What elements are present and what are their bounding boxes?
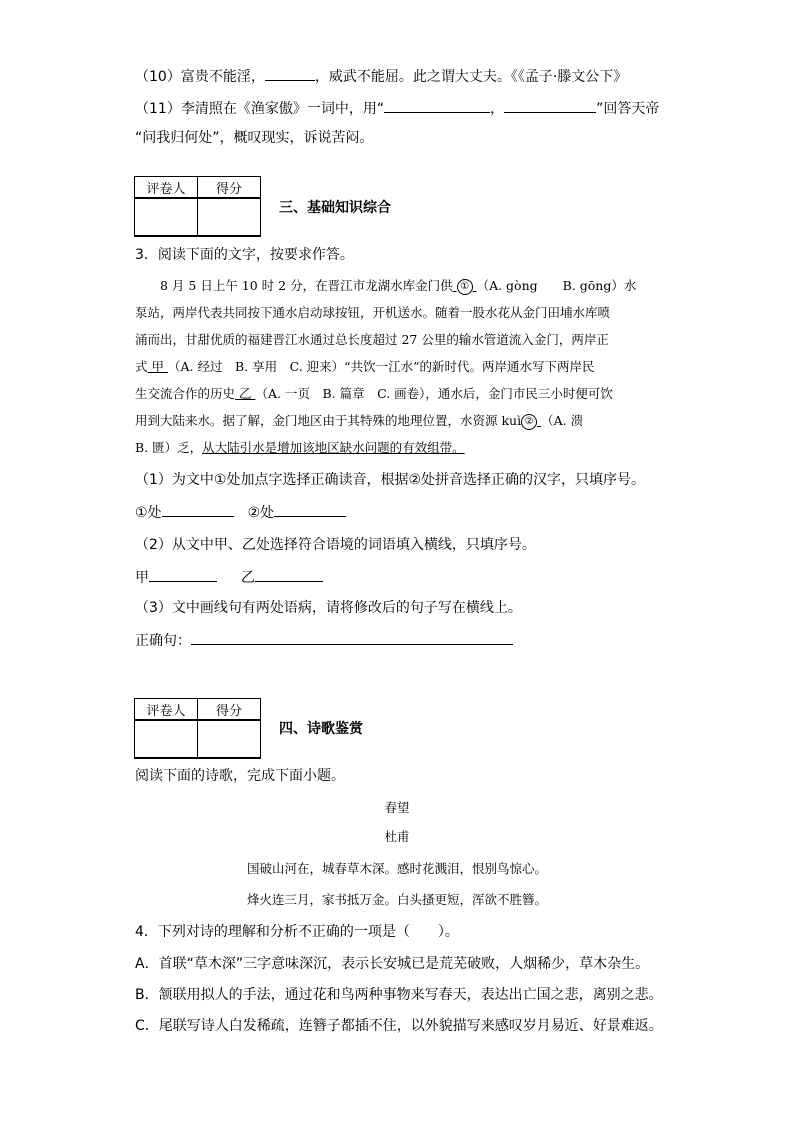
blank-jia: 甲 (151, 359, 165, 374)
score-table (134, 698, 261, 759)
question-stem: 4．下列对诗的理解和分析不正确的一项是（ ）。 (135, 924, 459, 940)
section-title: 三、基础知识综合 (279, 200, 391, 216)
passage-line: B. 匮）乏，从大陆引水是增加该地区缺水问题的有效组带。 (135, 440, 465, 455)
question-10: （10）富贵不能淫， ，威武不能屈。此之谓大丈夫。《《孟子·滕文公下》 (135, 66, 627, 87)
option-b: B．颔联用拟人的手法，通过花和鸟两种事物来写春天，表达出亡国之悲，离别之悲。 (135, 987, 663, 1003)
option-c: C．尾联写诗人白发稀疏，连簪子都插不住，以外貌描写来感叹岁月易近、好景难返。 (135, 1018, 663, 1034)
answer-blank[interactable] (162, 502, 234, 517)
poem-title: 春望 (384, 800, 410, 815)
passage-line: 8 月 5 日上午 10 时 2 分，在晋江市龙湖水库金门供 ① （A. gòng B. gōng）水 (160, 278, 637, 293)
answer-blank[interactable] (504, 98, 596, 113)
circle-mark-1: ① (457, 279, 473, 295)
underlined-sentence: 从大陆引水是增加该地区缺水问题的有效组带。 (202, 440, 465, 455)
sub-question-2: （2）从文中甲、乙处选择符合语境的词语填入横线，只填序号。 (135, 537, 536, 553)
question-stem: 3．阅读下面的文字，按要求作答。 (135, 247, 354, 263)
reviewer-cell[interactable] (135, 198, 198, 236)
sub-question-1: （1）为文中①处加点字选择正确读音，根据②处拼音选择正确的汉字，只填序号。 (135, 472, 646, 488)
poem-author: 杜甫 (384, 829, 410, 844)
poem-intro: 阅读下面的诗歌，完成下面小题。 (135, 768, 345, 784)
passage-line: 式 甲 （A. 经过 B. 享用 C. 迎来）“共饮一江水”的新时代。两岸通水写下两岸民 (135, 359, 595, 374)
circle-mark-2: ② (521, 414, 537, 430)
answer-blank[interactable] (274, 502, 346, 517)
reviewer-label: 评卷人 (135, 699, 198, 721)
answer-blank[interactable] (384, 98, 490, 113)
poem-line: 烽火连三月，家书抵万金。白头搔更短，浑欲不胜簪。 (246, 892, 547, 907)
answer-blank[interactable] (265, 66, 315, 81)
passage-line: 用到大陆来水。据了解，金门地区由于其特殊的地理位置，水资源 kuì ② （A. 溃 (135, 413, 584, 428)
score-label: 得分 (198, 177, 261, 199)
answer-blank[interactable] (149, 567, 217, 582)
answer-row: ①处 ②处 (135, 502, 346, 523)
answer-blank[interactable] (191, 630, 513, 645)
section-title: 四、诗歌鉴赏 (279, 721, 363, 737)
score-cell[interactable] (198, 720, 261, 758)
blank-yi: 乙 (239, 386, 252, 401)
answer-blank[interactable] (255, 567, 323, 582)
poem-line: 国破山河在，城春草木深。感时花溅泪，恨别鸟惊心。 (246, 861, 547, 876)
passage-line: 生交流合作的历史 乙 （A. 一页 B. 篇章 C. 画卷），通水后，金门市民三小时便可饮 (135, 386, 613, 401)
sub-question-3: （3）文中画线句有两处语病，请将修改后的句子写在横线上。 (135, 600, 522, 616)
answer-row: 正确句： (135, 630, 513, 651)
passage-line: 泵站，两岸代表共同按下通水启动球按钮，开机送水。随着一股水花从金门田埔水库喷 (135, 305, 611, 320)
score-table (134, 176, 261, 237)
passage-line: 涌而出，甘甜优质的福建晋江水通过总长度超过 27 公里的输水管道流入金门，两岸正 (135, 332, 609, 347)
score-label: 得分 (198, 699, 261, 721)
reviewer-label: 评卷人 (135, 177, 198, 199)
score-cell[interactable] (198, 198, 261, 236)
question-11: （11）李清照在《渔家傲》一词中，用“ ， ”回答天帝 (135, 98, 659, 119)
option-a: A．首联“草木深”三字意味深沉，表示长安城已是荒芜破败，人烟稀少，草木杂生。 (135, 956, 650, 972)
answer-row: 甲 乙 (135, 567, 323, 588)
reviewer-cell[interactable] (135, 720, 198, 758)
question-11-line2: “问我归何处”，概叹现实，诉说苦闷。 (135, 130, 374, 146)
